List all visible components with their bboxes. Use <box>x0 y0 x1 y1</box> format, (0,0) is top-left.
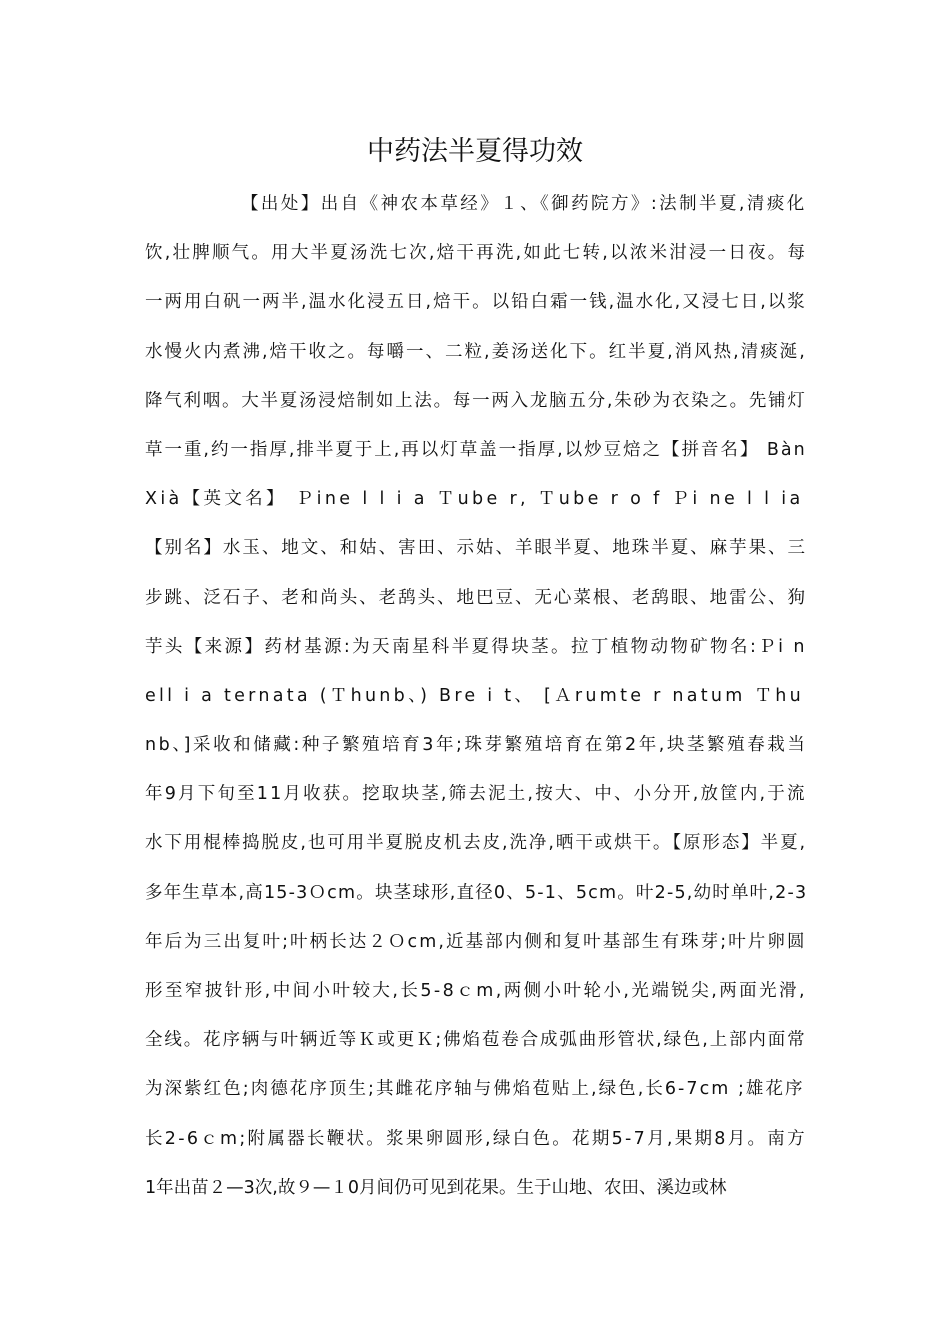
text-line: 多年生草本,高15-3Ｏcm。块茎球形,直径0、5-1、5cm。叶2-5,幼时单叶,2-3 <box>145 882 807 903</box>
text-line: 年后为三出复叶;叶柄长达２Ｏcm,近基部内侧和复叶基部生有珠芽;叶片卵圆 <box>145 931 807 952</box>
text-line: 【别名】水玉、地文、和姑、害田、示姑、羊眼半夏、地珠半夏、麻芋果、三 <box>145 538 807 559</box>
text-line: 水下用棍棒捣脱皮,也可用半夏脱皮机去皮,洗净,晒干或烘干。【原形态】半夏, <box>145 833 807 854</box>
text-line: nb、]采收和储藏:种子繁殖培育3年;珠芽繁殖培育在第2年,块茎繁殖春栽当 <box>145 735 807 756</box>
text-line: 长2-6ｃm;附属器长鞭状。浆果卵圆形,绿白色。花期5-7月,果期8月。南方 <box>145 1128 807 1149</box>
body-text <box>145 186 807 1219</box>
text-line: ell i a ternata (Ｔhunb、) Bre i t、 [Ａrumte r natum Ｔhu <box>145 685 804 706</box>
text-line: 饮,壮脾顺气。用大半夏汤洗七次,焙干再洗,如此七转,以浓米泔浸一日夜。每 <box>145 243 807 264</box>
text-line: 草一重,约一指厚,排半夏于上,再以灯草盖一指厚,以炒豆焙之【拼音名】 Bàn <box>145 439 807 460</box>
text-line: Xià【英文名】 Ｐine l l i a Ｔube r, Ｔube r o f Ｐi ne l l ia <box>145 489 804 510</box>
text-line: 水慢火内煮沸,焙干收之。每嚼一、二粒,姜汤送化下。红半夏,消风热,清痰涎, <box>145 341 807 362</box>
text-line: 1年出苗２—3次,故９—１0月间仍可见到花果。生于山地、农田、溪边或林 <box>145 1177 727 1198</box>
text-line: 一两用白矾一两半,温水化浸五日,焙干。以铅白霜一钱,温水化,又浸七日,以浆 <box>145 292 807 313</box>
text-line: 芋头【来源】药材基源:为天南星科半夏得块茎。拉丁植物动物矿物名:Ｐi n <box>145 636 807 657</box>
page-title: 中药法半夏得功效 <box>367 136 583 167</box>
text-line: 【出处】出自《神农本草经》１、《御药院方》:法制半夏,清痰化 <box>241 194 807 214</box>
text-line: 降气利咽。大半夏汤浸焙制如上法。每一两入龙脑五分,朱砂为衣染之。先铺灯 <box>145 390 807 411</box>
text-line: 年9月下旬至11月收获。挖取块茎,筛去泥土,按大、中、小分开,放筐内,于流 <box>145 784 807 805</box>
text-line: 全线。花序辆与叶辆近等Ｋ或更Ｋ;佛焰苞卷合成弧曲形管状,绿色,上部内面常 <box>145 1030 807 1051</box>
text-line: 步跳、泛石子、老和尚头、老鸹头、地巴豆、无心菜根、老鸹眼、地雷公、狗 <box>145 587 807 608</box>
text-line: 为深紫红色;肉德花序顶生;其雌花序轴与佛焰苞贴上,绿色,长6-7cm ;雄花序 <box>145 1079 805 1100</box>
text-line: 形至窄披针形,中间小叶较大,长5-8ｃm,两侧小叶轮小,光端锐尖,两面光滑, <box>145 981 807 1001</box>
